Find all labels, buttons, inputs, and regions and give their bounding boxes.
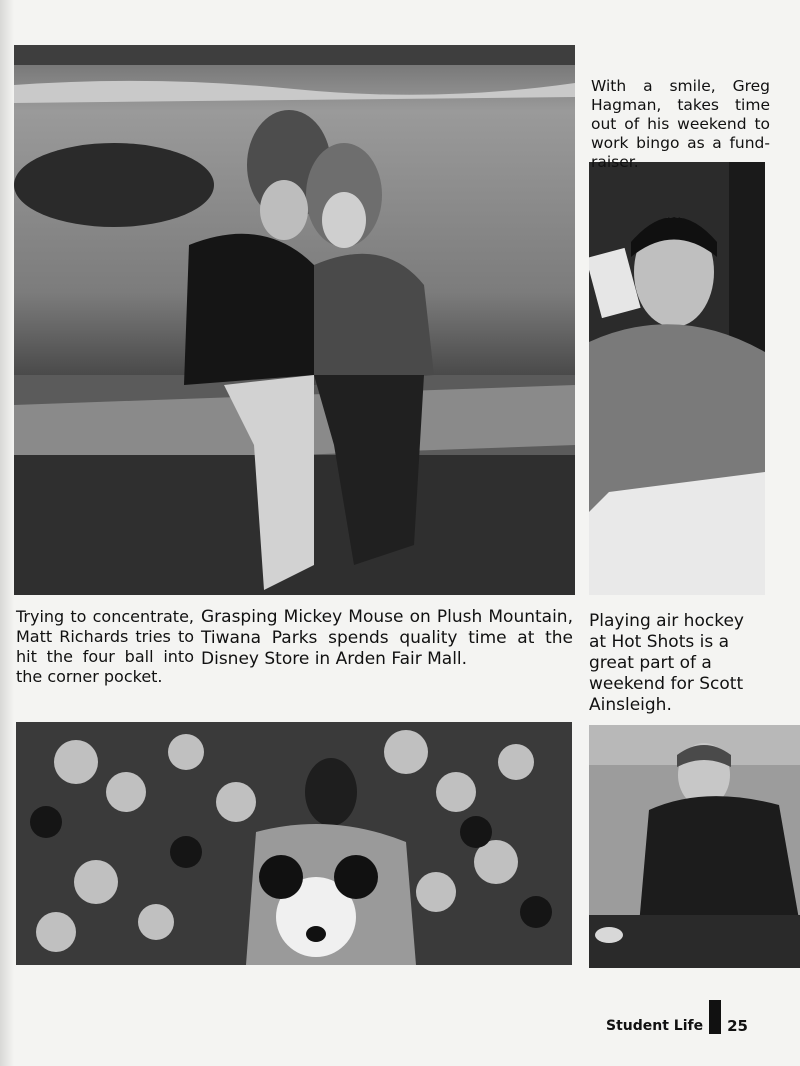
caption-pool: Trying to concentrate, Matt Richards tries to hit the four ball into the corner pocket. (16, 607, 194, 686)
folio-divider-bar (709, 1000, 721, 1034)
caption-air-hockey: Playing air hockey at Hot Shots is a great part of a weekend for Scott Ainsleigh. (589, 611, 744, 715)
section-label: Student Life (606, 1018, 704, 1034)
photo-beach-two-girls (14, 45, 575, 595)
photo-bingo-volunteer (589, 162, 765, 595)
page-binding-shadow (0, 0, 14, 1066)
caption-mickey: Grasping Mickey Mouse on Plush Mountain, Tiwana Parks spends quality time at the Disney Store in Arden Fair Mall. (201, 607, 573, 669)
photo-plush-mountain (16, 722, 572, 965)
caption-bingo: With a smile, Greg Hagman, takes time out of his weekend to work bingo as a fund-raiser. (591, 77, 770, 171)
page-number: 25 (727, 1017, 748, 1035)
photo-air-hockey (589, 725, 800, 968)
page-folio (606, 1000, 748, 1034)
